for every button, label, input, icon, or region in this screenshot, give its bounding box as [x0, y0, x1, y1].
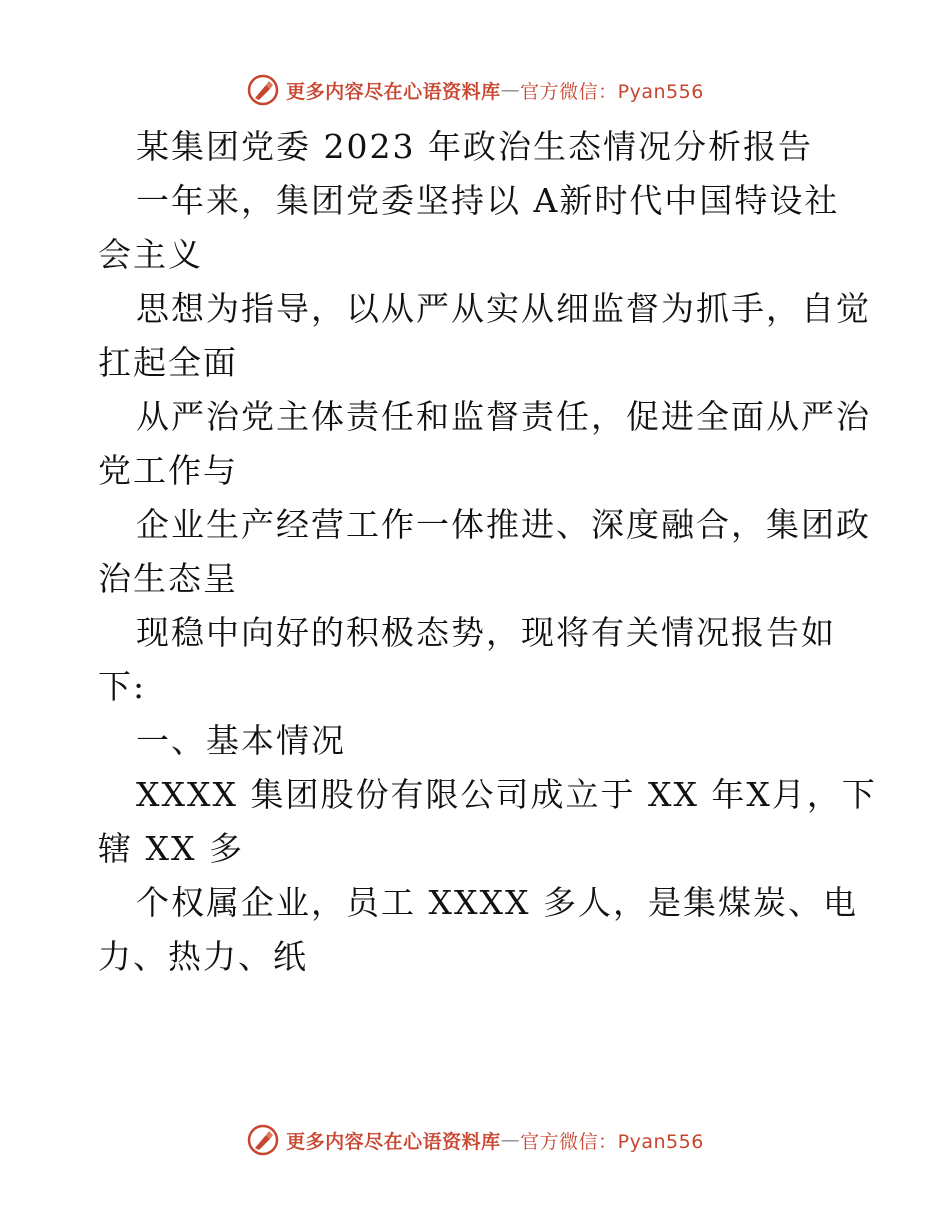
footer-watermark: [0, 1120, 950, 1160]
watermark-separator: —: [500, 1129, 521, 1151]
watermark-brand: 更多内容尽在心语资料库: [286, 80, 501, 103]
paragraph-line: 下:: [98, 667, 147, 706]
paragraph-line: 扛起全面: [98, 343, 238, 382]
paragraph-line: 从严治党主体责任和监督责任，促进全面从严治: [136, 397, 871, 436]
pen-nib-logo-icon: [246, 73, 280, 107]
paragraph-line: XXXX 集团股份有限公司成立于 XX 年X月，下: [136, 775, 877, 814]
watermark-brand: 更多内容尽在心语资料库: [286, 1130, 501, 1153]
pen-nib-logo-icon: [246, 1123, 280, 1157]
paragraph-line: 会主义: [98, 235, 203, 274]
paragraph-line: 治生态呈: [98, 559, 238, 598]
document-body: [98, 120, 877, 984]
watermark-separator: —: [500, 79, 521, 101]
paragraph-line: 辖 XX 多: [98, 829, 244, 868]
paragraph-line: 企业生产经营工作一体推进、深度融合，集团政: [136, 505, 871, 544]
paragraph-line: 党工作与: [98, 451, 238, 490]
document-title: 某集团党委 2023 年政治生态情况分析报告: [136, 127, 813, 166]
watermark-contact: 官方微信：Pyan556: [520, 1130, 704, 1153]
header-watermark: [0, 70, 950, 110]
paragraph-line: 现稳中向好的积极态势，现将有关情况报告如: [136, 613, 836, 652]
paragraph-line: 个权属企业，员工 XXXX 多人，是集煤炭、电: [136, 883, 858, 922]
paragraph-line: 思想为指导，以从严从实从细监督为抓手，自觉: [136, 289, 871, 328]
paragraph-line: 力、热力、纸: [98, 937, 308, 976]
watermark-contact: 官方微信：Pyan556: [520, 80, 704, 103]
section-heading: 一、基本情况: [136, 721, 346, 760]
paragraph-line: 一年来，集团党委坚持以 A新时代中国特设社: [136, 181, 840, 220]
